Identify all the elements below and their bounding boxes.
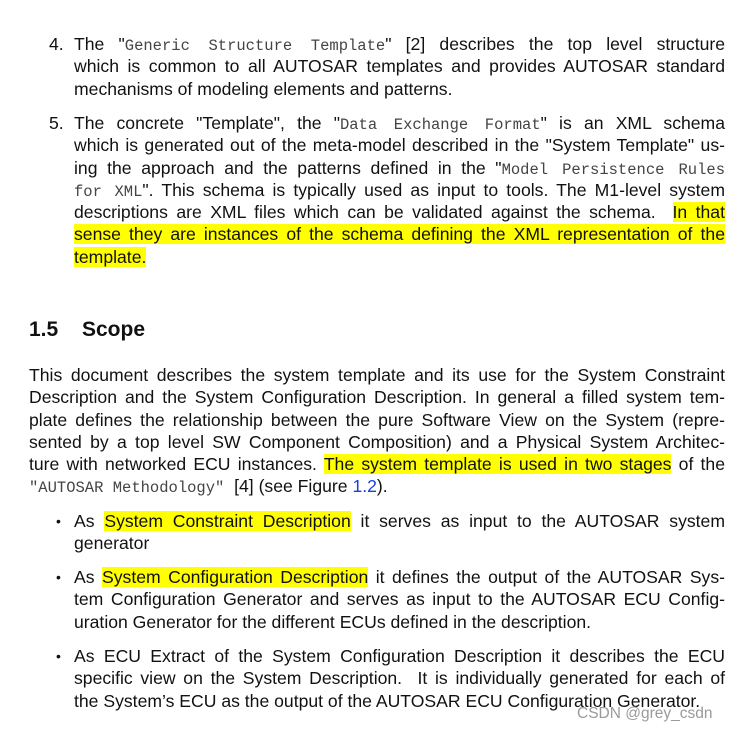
text: This document describes the system template and its use for the System Constraint <box>29 365 725 385</box>
section-number: 1.5 <box>29 318 59 341</box>
text-line <box>74 112 725 134</box>
bullet-item-2 <box>56 566 726 633</box>
scope-paragraph <box>29 364 725 498</box>
text-line <box>74 78 725 100</box>
text: descriptions are XML files which can be validated against the schema. <box>74 202 673 223</box>
text: The concrete "Template", the " <box>74 113 340 133</box>
text: ture with networked ECU instances. <box>29 454 324 475</box>
text-line <box>29 409 725 431</box>
text-line <box>74 55 725 77</box>
highlighted-text: template. <box>74 246 147 267</box>
text: [4] (see Figure <box>224 476 353 497</box>
bullet-item-1 <box>56 510 725 555</box>
text-line <box>29 475 725 497</box>
code-text: "AUTOSAR Methodology" <box>29 479 225 498</box>
text: " [2] describes the top level structure <box>385 34 726 54</box>
watermark: CSDN @grey_csdn <box>577 705 713 722</box>
text-line <box>74 33 725 55</box>
text: uration Generator for the different ECUs defined in the description. <box>74 611 592 632</box>
highlighted-text: System Constraint Description <box>104 511 351 531</box>
text-line <box>74 223 725 245</box>
bullet-marker: • <box>56 569 61 585</box>
list-item-5 <box>49 112 726 268</box>
text-line <box>74 157 725 179</box>
text: plate defines the relationship between the pure Software View on the System (repre- <box>29 409 725 430</box>
text-line <box>74 588 725 610</box>
text: it serves as input to the AUTOSAR system <box>350 511 725 531</box>
bullet-marker: • <box>56 648 61 664</box>
section-heading <box>29 318 145 342</box>
highlighted-text: sense they are instances of the schema defining the XML representation of the <box>74 224 725 245</box>
text-line <box>74 134 725 156</box>
text: " is an XML schema <box>540 113 725 133</box>
text: As <box>74 567 103 587</box>
list-number: 4. <box>49 34 64 54</box>
figure-link[interactable]: 1.2 <box>352 476 377 497</box>
text: generator <box>74 533 150 554</box>
text-line <box>74 611 725 633</box>
text: As <box>74 511 105 531</box>
text-line <box>74 566 725 588</box>
code-text: Generic Structure Template <box>124 37 386 55</box>
bullet-item-3 <box>56 645 725 712</box>
text-line <box>74 246 725 268</box>
text: ). <box>376 476 388 497</box>
list-number: 5. <box>49 113 64 133</box>
text: the System’s ECU as the output of the AUTOSAR ECU Configuration Generator. <box>74 690 701 711</box>
text-line <box>74 532 725 554</box>
code-text: Model Persistence Rules <box>501 160 726 179</box>
text: ". This schema is typically used as input to tools. The M1-level system <box>142 179 725 200</box>
text-line <box>74 201 725 223</box>
text-line <box>29 364 725 386</box>
text: tem Configuration Generator and serves as input to the AUTOSAR ECU Config- <box>74 589 725 610</box>
text-line <box>74 645 725 667</box>
list-item-4 <box>49 33 726 100</box>
text: specific view on the System Description. It is individually generated for each of <box>74 668 725 689</box>
text-line <box>29 453 725 475</box>
text: As ECU Extract of the System Configuration Description it describes the ECU <box>74 646 725 666</box>
text: mechanisms of modeling elements and patterns. <box>74 78 453 99</box>
text: which is common to all AUTOSAR templates and provides AUTOSAR standard <box>74 56 725 77</box>
bullet-marker: • <box>56 513 61 529</box>
text-line <box>74 510 725 532</box>
text: Description and the System Configuration Description. In general a filled system tem- <box>29 387 725 408</box>
text: sented by a top level SW Component Composition) and a Physical System Architec- <box>29 431 725 452</box>
text-line <box>29 431 725 453</box>
text: of the <box>671 454 725 475</box>
text: The " <box>74 34 125 54</box>
highlighted-text: System Configuration Description <box>102 567 369 587</box>
text-line <box>74 179 725 201</box>
text-line <box>29 386 725 408</box>
highlighted-text: The system template is used in two stages <box>323 454 672 475</box>
text: ing the approach and the patterns defined in the " <box>74 157 502 178</box>
section-title: Scope <box>82 318 146 341</box>
text-line <box>74 667 725 689</box>
code-text: Data Exchange Format <box>340 116 541 134</box>
text: it defines the output of the AUTOSAR Sys- <box>368 567 726 587</box>
highlighted-text: In that <box>672 202 725 223</box>
text: which is generated out of the meta-model described in the "System Template" us- <box>74 135 725 156</box>
code-text: for XML <box>74 182 143 201</box>
